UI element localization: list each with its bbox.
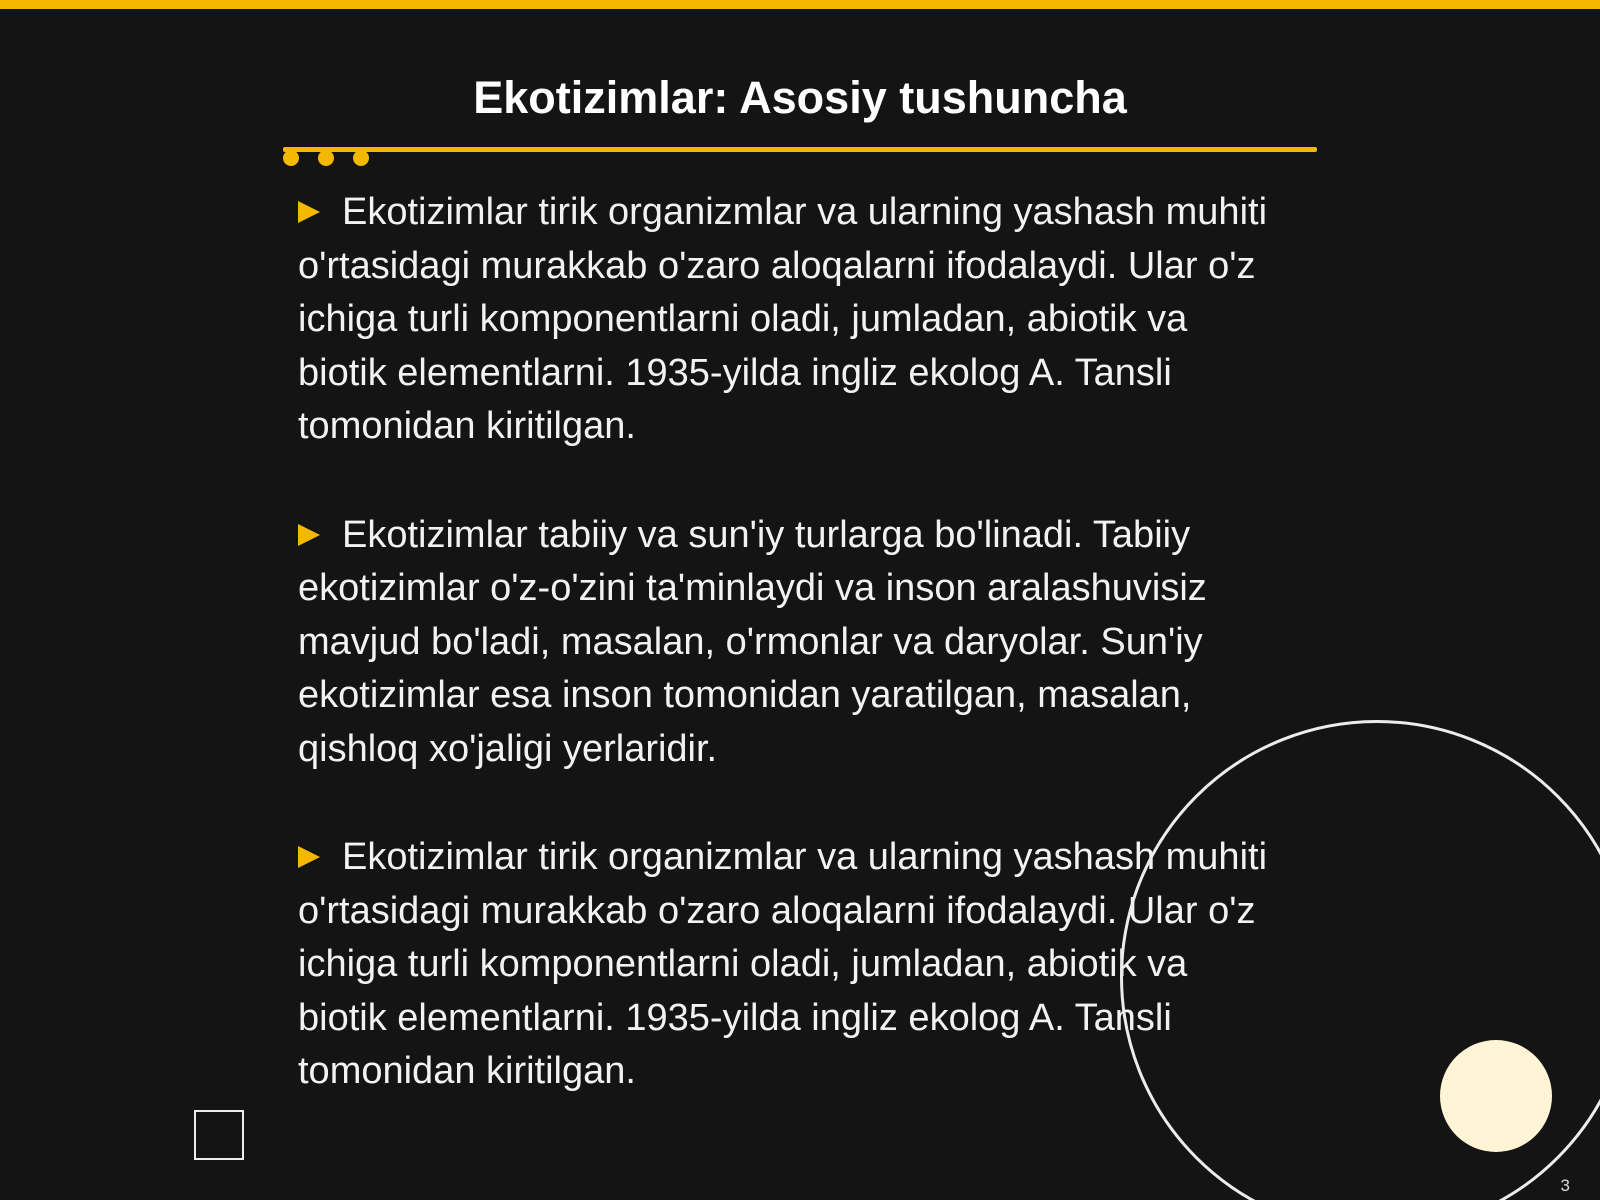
paragraph-text: Ekotizimlar tabiiy va sun'iy turlarga bo'linadi. Tabiiy ekotizimlar o'z-o'zini ta'minlaydi va inson aralashuvisiz mavjud bo'ladi, masalan, o'rmonlar va daryolar. Sun'iy ekotizimlar esa inson tomonidan yaratilgan, masalan, qishloq xo'jaligi yerlaridir. bbox=[298, 513, 1207, 770]
decor-circle-filled bbox=[1440, 1040, 1552, 1152]
decor-dot bbox=[353, 150, 369, 166]
decor-dot bbox=[283, 150, 299, 166]
page-number: 3 bbox=[1560, 1176, 1570, 1195]
triangle-bullet-icon bbox=[298, 846, 320, 868]
paragraph-text: Ekotizimlar tirik organizmlar va ularning yashash muhiti o'rtasidagi murakkab o'zaro aloqalarni ifodalaydi. Ular o'z ichiga turli komponentlarni oladi, jumladan, abiotik va biotik elementlarni. 1935-yilda ingliz ekolog A. Tansli tomonidan kiritilgan. bbox=[298, 191, 1268, 447]
decor-square bbox=[194, 1110, 244, 1160]
triangle-bullet-icon bbox=[298, 201, 320, 223]
bullet-paragraph bbox=[298, 509, 1283, 777]
triangle-bullet-icon bbox=[298, 524, 320, 546]
title-underline bbox=[283, 147, 1317, 152]
decor-dot bbox=[318, 150, 334, 166]
bullet-paragraph bbox=[298, 186, 1283, 454]
top-accent-bar bbox=[0, 0, 1600, 9]
paragraph-text: Ekotizimlar tirik organizmlar va ularning yashash muhiti o'rtasidagi murakkab o'zaro aloqalarni ifodalaydi. Ular o'z ichiga turli komponentlarni oladi, jumladan, abiotik va biotik elementlarni. 1935-yilda ingliz ekolog A. Tansli tomonidan kiritilgan. bbox=[298, 836, 1268, 1092]
slide-title: Ekotizimlar: Asosiy tushuncha bbox=[473, 72, 1127, 123]
